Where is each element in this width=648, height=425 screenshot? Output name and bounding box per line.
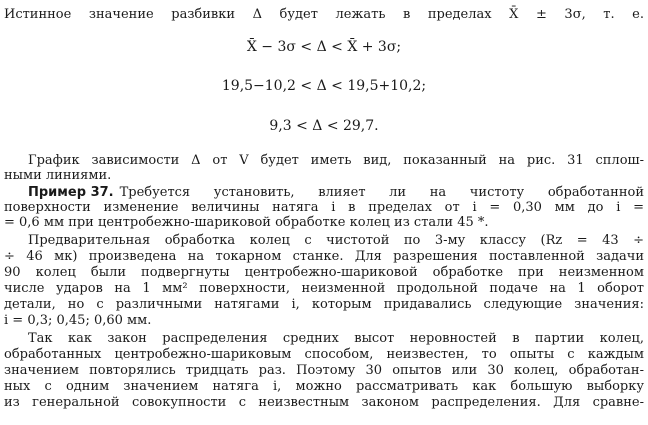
equation-3: 9,3 < Δ < 29,7. — [269, 118, 379, 134]
example-text-line-3: = 0,6 мм при центробежно-шариковой обработке колец из стали 45 *. — [4, 215, 489, 230]
paragraph-1-line-2: ными линиями. — [4, 168, 112, 183]
paragraph-3-line-4: ных с одним значением натяга i, можно рассматривать как большую выборку — [4, 379, 644, 394]
example-text-line-2: поверхности изменение величины натяга i в пределах от i = 0,30 мм до i = — [4, 200, 644, 215]
example-text-line-1: Требуется установить, влияет ли на чистоту обработанной — [119, 185, 644, 200]
paragraph-2-line-1: Предварительная обработка колец с чистотой по 3-му классу (Rz = 43 ÷ — [28, 233, 644, 248]
paragraph-2-line-5: детали, но с различными натягами i, которым придавались следующие значения: — [4, 297, 644, 312]
paragraph-1-line-1: График зависимости Δ от V будет иметь вид, показанный на рис. 31 сплош- — [28, 153, 644, 168]
example-label: Пример 37. — [28, 185, 114, 200]
paragraph-3-line-5: из генеральной совокупности с неизвестным законом распределения. Для сравне- — [4, 395, 644, 410]
paragraph-3-line-2: обработанных центробежно-шариковым способом, неизвестен, то опыты с каждым — [4, 347, 644, 362]
equation-2: 19,5−10,2 < Δ < 19,5+10,2; — [221, 78, 427, 94]
paragraph-2-line-6: i = 0,3; 0,45; 0,60 мм. — [4, 313, 152, 328]
text-line-1: Истинное значение разбивки Δ будет лежать в пределах X̄ ± 3σ, т. е. — [4, 7, 644, 22]
paragraph-3-line-3: значением повторялись тридцать раз. Поэтому 30 опытов или 30 колец, обработан- — [4, 363, 644, 378]
paragraph-2-line-2: ÷ 46 мк) произведена на токарном станке. Для разрешения поставленной задачи — [4, 249, 644, 264]
paragraph-2-line-3: 90 колец были подвергнуты центробежно-шариковой обработке при неизменном — [4, 265, 644, 280]
paragraph-3-line-1: Так как закон распределения средних высот неровностей в партии колец, — [28, 331, 644, 346]
paragraph-2-line-4: числе ударов на 1 мм² поверхности, неизменной продольной подаче на 1 оборот — [4, 281, 644, 296]
equation-1: X̄ − 3σ < Δ < X̄ + 3σ; — [246, 39, 402, 55]
